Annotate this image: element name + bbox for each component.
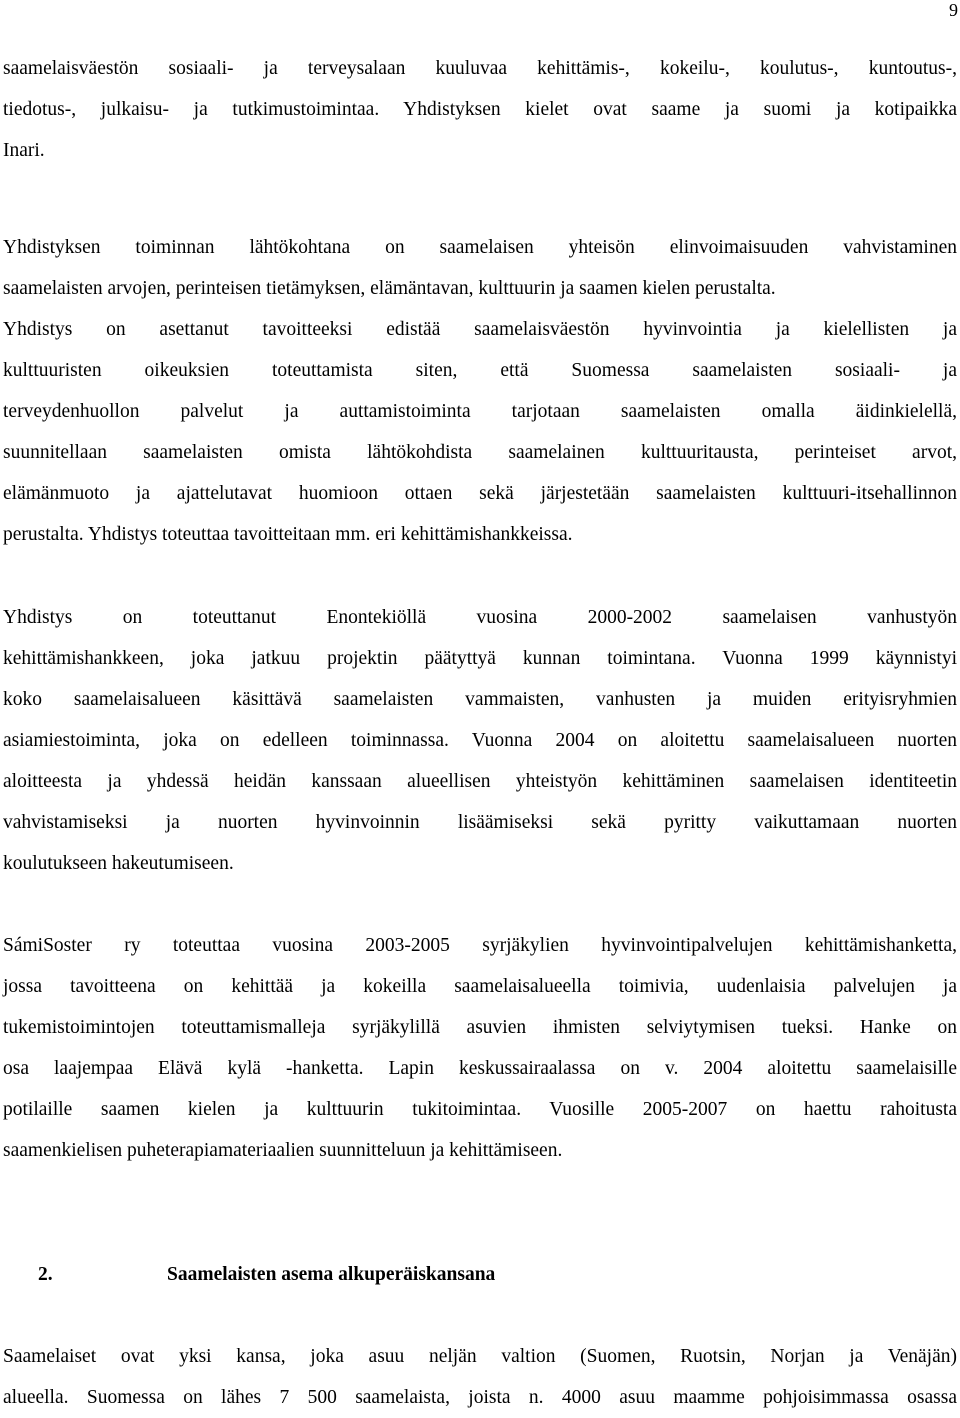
- page-number: 9: [949, 0, 958, 20]
- text-line: saamelaisväestön sosiaali- ja terveysalaan kuuluvaa kehittämis-, kokeilu-, koulutus-, kuntoutus-,: [3, 58, 957, 79]
- text-line: Inari.: [3, 140, 45, 161]
- text-line: tukemistoimintojen toteuttamismalleja syrjäkylillä asuvien ihmisten selviytymisen tueksi. Hanke on: [3, 1017, 957, 1038]
- text-line: saamelaisten arvojen, perinteisen tietämyksen, elämäntavan, kulttuurin ja saamen kielen perustalta.: [3, 278, 776, 299]
- text-line: Saamelaiset ovat yksi kansa, joka asuu neljän valtion (Suomen, Ruotsin, Norjan ja Venäjän): [3, 1346, 957, 1367]
- text-line: Yhdistys on asettanut tavoitteeksi edistää saamelaisväestön hyvinvointia ja kielellisten ja: [3, 319, 957, 340]
- text-line: jossa tavoitteena on kehittää ja kokeilla saamelaisalueella toimivia, uudenlaisia palvelujen ja: [3, 976, 957, 997]
- paragraph-samisoster-projects: [3, 925, 957, 1171]
- text-line: suunnitellaan saamelaisten omista lähtökohdista saamelainen kulttuuritausta, perinteiset arvot,: [3, 442, 957, 463]
- text-line: vahvistamiseksi ja nuorten hyvinvoinnin lisäämiseksi sekä pyritty vaikuttamaan nuorten: [3, 812, 957, 833]
- text-line: asiamiestoiminta, joka on edelleen toiminnassa. Vuonna 2004 on aloitettu saamelaisalueen nuorten: [3, 730, 957, 751]
- text-line: terveydenhuollon palvelut ja auttamistoiminta tarjotaan saamelaisten omalla äidinkielellä,: [3, 401, 957, 422]
- section-heading: [38, 1254, 495, 1295]
- section-number: 2.: [38, 1264, 53, 1285]
- text-line: saamenkielisen puheterapiamateriaalien suunnitteluun ja kehittämiseen.: [3, 1140, 563, 1161]
- text-line: koko saamelaisalueen käsittävä saamelaisten vammaisten, vanhusten ja muiden erityisryhmien: [3, 689, 957, 710]
- paragraph-association-goals: [3, 227, 957, 555]
- text-line: kehittämishankkeen, joka jatkuu projektin päätyttyä kunnan toimintana. Vuonna 1999 käynnistyi: [3, 648, 957, 669]
- text-line: Yhdistyksen toiminnan lähtökohtana on saamelaisen yhteisön elinvoimaisuuden vahvistaminen: [3, 237, 957, 258]
- text-line: kulttuuristen oikeuksien toteuttamista siten, että Suomessa saamelaisten sosiaali- ja: [3, 360, 957, 381]
- text-line: Yhdistys on toteuttanut Enontekiöllä vuosina 2000-2002 saamelaisen vanhustyön: [3, 607, 957, 628]
- text-line: aloitteesta ja yhdessä heidän kanssaan alueellisen yhteistyön kehittäminen saamelaisen identiteetin: [3, 771, 957, 792]
- paragraph-association-scope: [3, 48, 957, 171]
- text-line: SámiSoster ry toteuttaa vuosina 2003-2005 syrjäkylien hyvinvointipalvelujen kehittämishanketta,: [3, 935, 957, 956]
- text-line: alueella. Suomessa on lähes 7 500 saamelaista, joista n. 4000 asuu maamme pohjoisimmassa osassa: [3, 1387, 957, 1408]
- text-line: koulutukseen hakeutumiseen.: [3, 853, 234, 874]
- text-line: potilaille saamen kielen ja kulttuurin tukitoimintaa. Vuosille 2005-2007 on haettu rahoitusta: [3, 1099, 957, 1120]
- text-line: elämänmuoto ja ajattelutavat huomioon ottaen sekä järjestetään saamelaisten kulttuuri-itsehallinnon: [3, 483, 957, 504]
- paragraph-sami-people: [3, 1336, 957, 1418]
- section-title: Saamelaisten asema alkuperäiskansana: [167, 1264, 496, 1285]
- text-line: tiedotus-, julkaisu- ja tutkimustoimintaa. Yhdistyksen kielet ovat saame ja suomi ja kotipaikka: [3, 99, 957, 120]
- text-line: osa laajempaa Elävä kylä -hanketta. Lapin keskussairaalassa on v. 2004 aloitettu saamelaisille: [3, 1058, 957, 1079]
- paragraph-past-projects: [3, 597, 957, 884]
- text-line: perustalta. Yhdistys toteuttaa tavoitteitaan mm. eri kehittämishankkeissa.: [3, 524, 573, 545]
